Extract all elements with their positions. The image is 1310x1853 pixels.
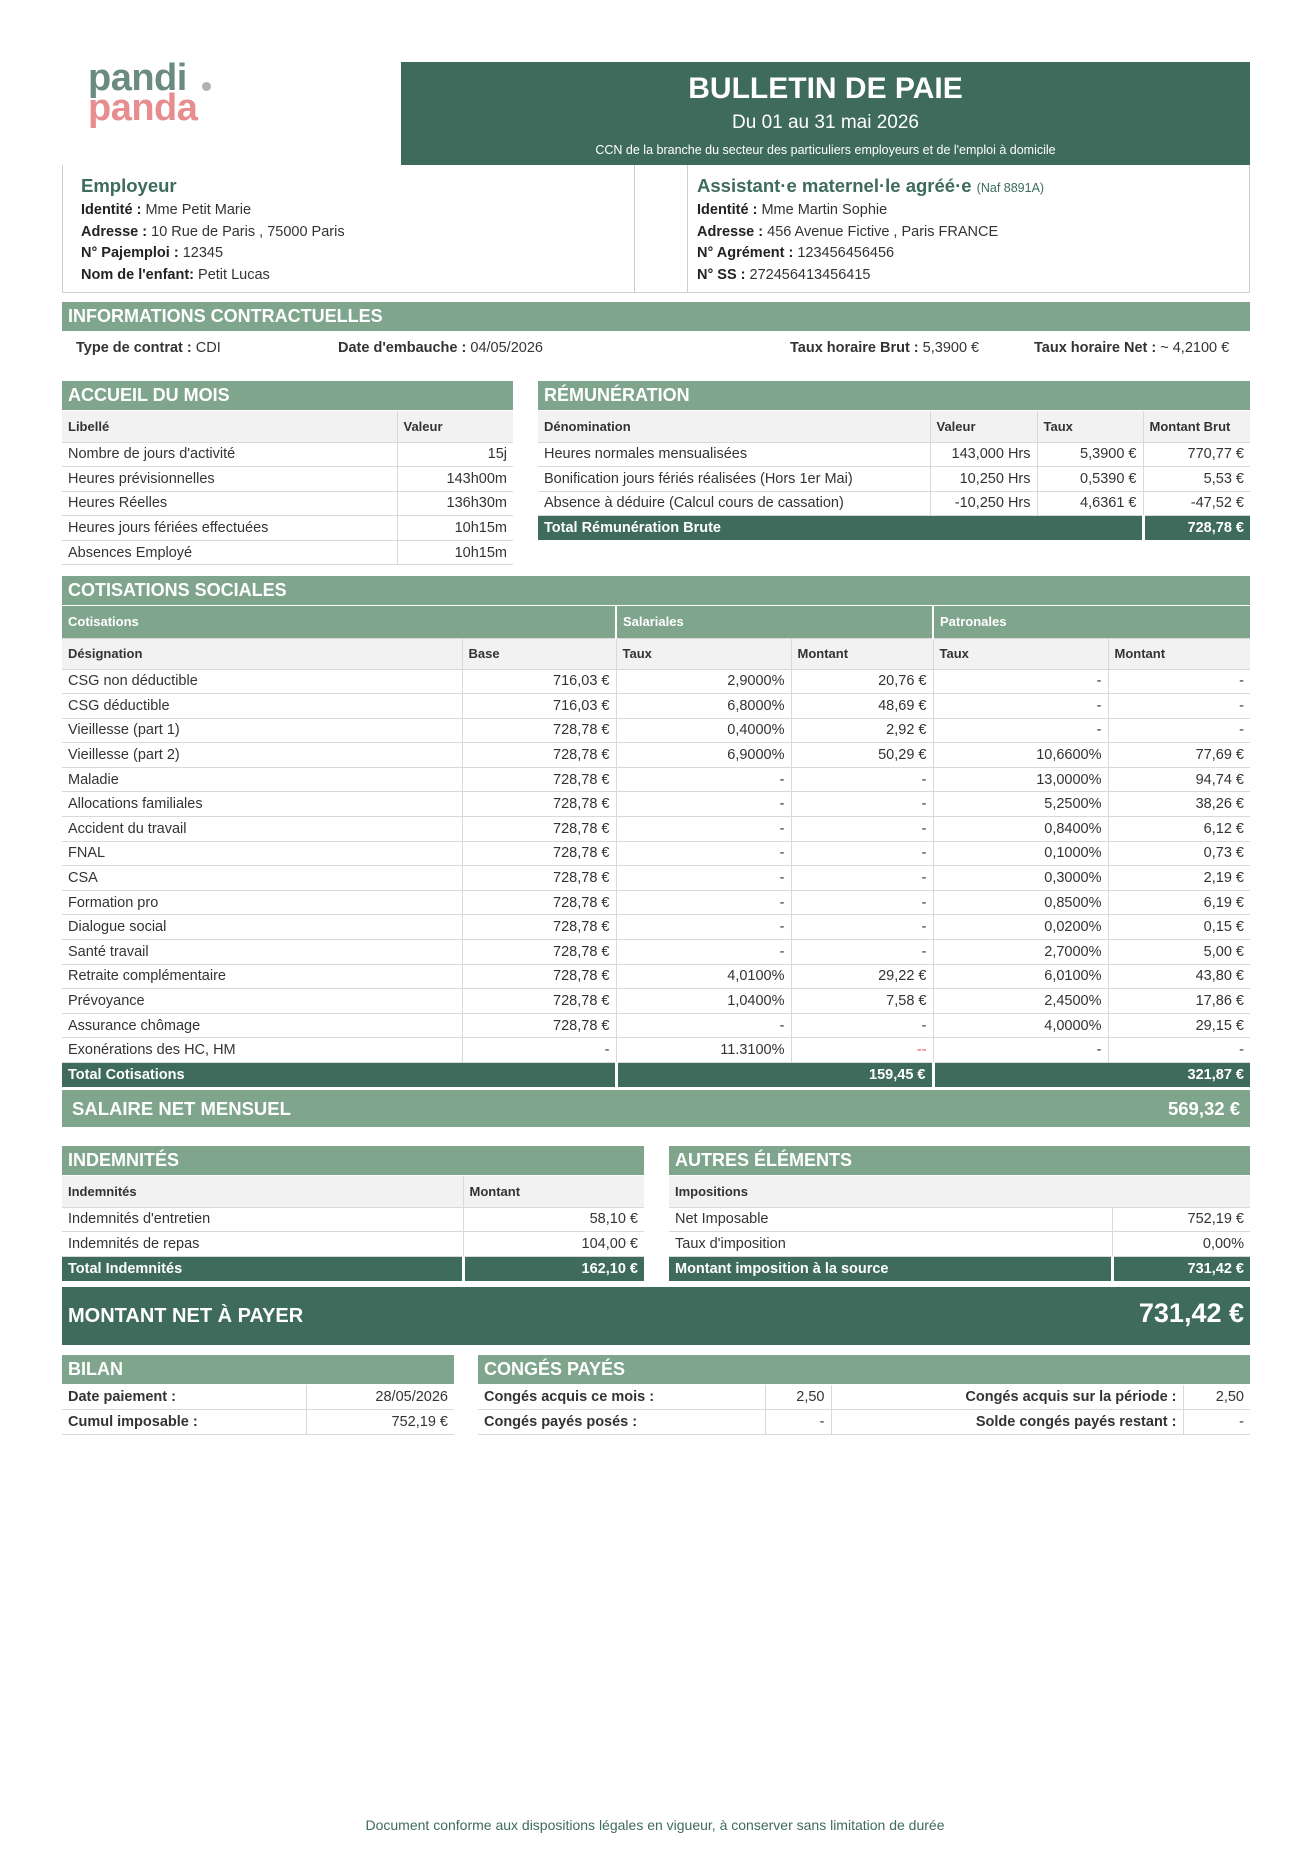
table-row (62, 890, 1250, 915)
table-row (62, 1207, 644, 1232)
logo-dot-icon (202, 82, 211, 91)
cotisation-cell: 0,1000% (933, 841, 1108, 866)
cotisation-cell: Exonérations des HC, HM (62, 1038, 462, 1063)
conges-label: Congés acquis sur la période : (831, 1385, 1183, 1410)
bilan-section-heading: BILAN (62, 1355, 454, 1384)
table-row (478, 1410, 1250, 1435)
cotisation-cell: - (791, 792, 933, 817)
cotisation-cell: 38,26 € (1108, 792, 1250, 817)
total-row (538, 516, 1250, 541)
remuneration-cell: 10,250 Hrs (930, 467, 1037, 492)
cotisation-cell: - (1108, 669, 1250, 694)
table-row (538, 442, 1250, 467)
cotisation-cell: - (616, 940, 791, 965)
parties-box (62, 165, 1250, 293)
employee-heading: Assistant·e maternel·le agréé·e (Naf 8891A) (697, 175, 1045, 196)
pay-period: Du 01 au 31 mai 2026 (732, 112, 919, 133)
accueil-valeur: 10h15m (397, 540, 513, 565)
cotisation-cell: 2,9000% (616, 669, 791, 694)
remuneration-col: Taux (1037, 411, 1143, 442)
cotisation-cell: - (462, 1038, 616, 1063)
total-cotisations-label: Total Cotisations (62, 1063, 616, 1088)
total-indemnites-value: 162,10 € (463, 1256, 644, 1281)
accueil-libelle: Nombre de jours d'activité (62, 442, 397, 467)
col-libelle: Libellé (62, 411, 397, 442)
table-row (478, 1385, 1250, 1410)
cotisation-cell: - (616, 915, 791, 940)
cotisation-cell: 29,22 € (791, 964, 933, 989)
cotisation-cell: - (616, 890, 791, 915)
table-row (538, 491, 1250, 516)
total-remuneration-value: 728,78 € (1143, 516, 1250, 541)
cotisation-cell: - (791, 767, 933, 792)
cotisation-cell: 77,69 € (1108, 743, 1250, 768)
cotisation-cell: Formation pro (62, 890, 462, 915)
indemnites-table (62, 1176, 644, 1281)
cotisation-cell: 20,76 € (791, 669, 933, 694)
net-to-pay-label: MONTANT NET À PAYER (68, 1305, 304, 1327)
cotisation-cell: 6,9000% (616, 743, 791, 768)
net-to-pay-bar (62, 1287, 1250, 1345)
bilan-label: Cumul imposable : (62, 1410, 306, 1435)
cotisation-cell: 728,78 € (462, 940, 616, 965)
remuneration-cell: 0,5390 € (1037, 467, 1143, 492)
cotisation-cell: 728,78 € (462, 792, 616, 817)
cotisation-cell: 0,0200% (933, 915, 1108, 940)
employee-identity: Identité : Mme Martin Sophie (697, 202, 888, 218)
cotisation-cell: - (791, 940, 933, 965)
naf-code: (Naf 8891A) (976, 181, 1045, 195)
cotisation-cell: -- (791, 1038, 933, 1063)
conges-value: - (765, 1410, 831, 1435)
accueil-libelle: Absences Employé (62, 540, 397, 565)
cotisation-cell: 716,03 € (462, 694, 616, 719)
col-indemnites: Indemnités (62, 1176, 463, 1207)
remuneration-col: Dénomination (538, 411, 930, 442)
cotisations-col: Taux (616, 638, 791, 669)
total-row (62, 1256, 644, 1281)
table-row (62, 964, 1250, 989)
indemnite-label: Indemnités de repas (62, 1232, 463, 1257)
imposition-value: 0,00% (1112, 1232, 1250, 1257)
hire-date: Date d'embauche : 04/05/2026 (338, 340, 543, 356)
imposition-label: Net Imposable (669, 1207, 1112, 1232)
col-montant: Montant (463, 1176, 644, 1207)
accueil-libelle: Heures jours fériées effectuées (62, 516, 397, 541)
autres-elements-table (669, 1176, 1250, 1281)
cotisation-cell: Santé travail (62, 940, 462, 965)
cotisation-cell: - (616, 792, 791, 817)
cotisation-cell: - (1108, 1038, 1250, 1063)
table-row (62, 915, 1250, 940)
employer-address: Adresse : 10 Rue de Paris , 75000 Paris (81, 223, 345, 240)
remuneration-table (538, 411, 1250, 540)
cotisations-col: Montant (791, 638, 933, 669)
employee-block (697, 175, 1044, 286)
conges-label: Solde congés payés restant : (831, 1410, 1183, 1435)
cotisation-cell: - (933, 669, 1108, 694)
cotisations-col: Montant (1108, 638, 1250, 669)
table-row (62, 1410, 454, 1435)
cotisation-cell: 13,0000% (933, 767, 1108, 792)
cotisation-cell: 5,00 € (1108, 940, 1250, 965)
logo-text-pandi: pandi (88, 57, 187, 99)
divider (687, 165, 688, 292)
cotisation-cell: 728,78 € (462, 1013, 616, 1038)
cotisation-cell: Allocations familiales (62, 792, 462, 817)
employee-address: Adresse : 456 Avenue Fictive , Paris FRANCE (697, 223, 999, 240)
table-row (62, 516, 513, 541)
table-row (62, 718, 1250, 743)
cotisation-cell: 728,78 € (462, 743, 616, 768)
conges-value: - (1183, 1410, 1250, 1435)
cotisation-cell: 728,78 € (462, 817, 616, 842)
conges-label: Congés acquis ce mois : (478, 1385, 765, 1410)
cotisation-cell: 2,7000% (933, 940, 1108, 965)
employer-block (81, 175, 345, 286)
imposition-label: Taux d'imposition (669, 1232, 1112, 1257)
cotisation-cell: 728,78 € (462, 989, 616, 1014)
contract-info-row (62, 335, 1250, 361)
table-row (669, 1207, 1250, 1232)
group-salariales: Salariales (616, 606, 933, 638)
divider (634, 165, 635, 292)
remuneration-cell: 5,53 € (1143, 467, 1250, 492)
cotisation-cell: 11.3100% (616, 1038, 791, 1063)
cotisation-cell: - (791, 915, 933, 940)
conges-section-heading: CONGÉS PAYÉS (478, 1355, 1250, 1384)
cotisation-cell: 6,8000% (616, 694, 791, 719)
table-row (62, 540, 513, 565)
accueil-libelle: Heures Réelles (62, 491, 397, 516)
indemnites-section-heading: INDEMNITÉS (62, 1146, 644, 1175)
cotisation-cell: 4,0100% (616, 964, 791, 989)
table-row (62, 767, 1250, 792)
remuneration-cell: Absence à déduire (Calcul cours de cassation) (538, 491, 930, 516)
cotisation-cell: - (933, 1038, 1108, 1063)
total-salariales-value: 159,45 € (616, 1063, 933, 1088)
remuneration-cell: -10,250 Hrs (930, 491, 1037, 516)
employer-heading: Employeur (81, 175, 177, 196)
cotisation-cell: 48,69 € (791, 694, 933, 719)
net-salary-bar (62, 1090, 1250, 1127)
cotisation-cell: 6,12 € (1108, 817, 1250, 842)
cotisation-cell: 6,0100% (933, 964, 1108, 989)
table-row (62, 1385, 454, 1410)
cotisation-cell: 728,78 € (462, 841, 616, 866)
remuneration-col: Montant Brut (1143, 411, 1250, 442)
remuneration-cell: 5,3900 € (1037, 442, 1143, 467)
remuneration-col: Valeur (930, 411, 1037, 442)
cotisation-cell: 4,0000% (933, 1013, 1108, 1038)
table-row (62, 467, 513, 492)
cotisation-cell: 0,15 € (1108, 915, 1250, 940)
legal-footer: Document conforme aux dispositions légales en vigueur, à conserver sans limitation de durée (365, 1817, 945, 1833)
table-row (669, 1232, 1250, 1257)
contract-type: Type de contrat : CDI (76, 340, 221, 356)
total-row (669, 1256, 1250, 1281)
cotisation-cell: Assurance chômage (62, 1013, 462, 1038)
cotisation-cell: 10,6600% (933, 743, 1108, 768)
cotisation-cell: Maladie (62, 767, 462, 792)
imposition-total-label: Montant imposition à la source (669, 1256, 1112, 1281)
cotisation-cell: 94,74 € (1108, 767, 1250, 792)
indemnite-montant: 104,00 € (463, 1232, 644, 1257)
net-to-pay-value: 731,42 € (1138, 1298, 1244, 1328)
cotisations-table (62, 606, 1250, 1087)
table-row (62, 694, 1250, 719)
table-row (62, 491, 513, 516)
table-row (62, 1013, 1250, 1038)
cotisation-cell: 728,78 € (462, 866, 616, 891)
contract-section-heading: INFORMATIONS CONTRACTUELLES (62, 302, 1250, 331)
remuneration-cell: Bonification jours fériés réalisées (Hors 1er Mai) (538, 467, 930, 492)
cotisations-col: Désignation (62, 638, 462, 669)
employer-identity: Identité : Mme Petit Marie (81, 202, 252, 218)
cotisation-cell: 43,80 € (1108, 964, 1250, 989)
cotisation-cell: 50,29 € (791, 743, 933, 768)
cotisation-cell: - (616, 841, 791, 866)
accueil-valeur: 15j (397, 442, 513, 467)
cotisation-cell: 728,78 € (462, 718, 616, 743)
cotisations-col: Taux (933, 638, 1108, 669)
cotisation-cell: CSG déductible (62, 694, 462, 719)
accueil-valeur: 10h15m (397, 516, 513, 541)
cotisation-cell: Prévoyance (62, 989, 462, 1014)
conges-value: 2,50 (1183, 1385, 1250, 1410)
table-row (62, 989, 1250, 1014)
imposition-total-value: 731,42 € (1112, 1256, 1250, 1281)
hourly-net-rate: Taux horaire Net : ~ 4,2100 € (1034, 340, 1230, 356)
accueil-valeur: 143h00m (397, 467, 513, 492)
imposition-value: 752,19 € (1112, 1207, 1250, 1232)
bilan-value: 752,19 € (306, 1410, 454, 1435)
logo-text-panda: panda (88, 87, 198, 129)
cotisation-cell: 728,78 € (462, 767, 616, 792)
indemnite-montant: 58,10 € (463, 1207, 644, 1232)
cotisation-cell: - (616, 817, 791, 842)
cotisation-cell: 6,19 € (1108, 890, 1250, 915)
employee-agrement: N° Agrément : 123456456456 (697, 245, 895, 261)
remuneration-section-heading: RÉMUNÉRATION (538, 381, 1250, 410)
remuneration-cell: 143,000 Hrs (930, 442, 1037, 467)
cotisation-cell: - (1108, 694, 1250, 719)
pandi-panda-logo (88, 57, 228, 130)
cotisation-cell: - (791, 841, 933, 866)
cotisation-cell: Vieillesse (part 2) (62, 743, 462, 768)
cotisation-cell: 5,2500% (933, 792, 1108, 817)
table-row (538, 467, 1250, 492)
cotisation-cell: CSG non déductible (62, 669, 462, 694)
total-remuneration-label: Total Rémunération Brute (538, 516, 1143, 541)
table-row (62, 1038, 1250, 1063)
cotisation-cell: - (791, 866, 933, 891)
cotisation-cell: - (933, 694, 1108, 719)
cotisation-cell: - (616, 866, 791, 891)
total-indemnites-label: Total Indemnités (62, 1256, 463, 1281)
cotisation-cell: - (616, 767, 791, 792)
net-salary-label: SALAIRE NET MENSUEL (72, 1098, 291, 1119)
table-row (62, 841, 1250, 866)
cotisation-cell: 2,92 € (791, 718, 933, 743)
cotisation-cell: 0,4000% (616, 718, 791, 743)
bilan-table (62, 1385, 454, 1435)
conges-table (478, 1385, 1250, 1435)
accueil-table (62, 411, 513, 565)
cotisations-section-heading: COTISATIONS SOCIALES (62, 576, 1250, 605)
accueil-valeur: 136h30m (397, 491, 513, 516)
table-row (62, 792, 1250, 817)
cotisation-cell: Vieillesse (part 1) (62, 718, 462, 743)
cotisation-cell: - (933, 718, 1108, 743)
cotisation-cell: Accident du travail (62, 817, 462, 842)
conges-value: 2,50 (765, 1385, 831, 1410)
employee-ss: N° SS : 272456413456415 (697, 266, 871, 283)
remuneration-cell: -47,52 € (1143, 491, 1250, 516)
cotisation-cell: 29,15 € (1108, 1013, 1250, 1038)
cotisation-cell: 17,86 € (1108, 989, 1250, 1014)
table-row (62, 669, 1250, 694)
ccn-subtitle: CCN de la branche du secteur des particuliers employeurs et de l'emploi à domicile (595, 143, 1056, 157)
remuneration-cell: 4,6361 € (1037, 491, 1143, 516)
title-banner (401, 62, 1250, 165)
table-row (62, 1232, 644, 1257)
remuneration-cell: Heures normales mensualisées (538, 442, 930, 467)
autres-section-heading: AUTRES ÉLÉMENTS (669, 1146, 1250, 1175)
table-row (62, 866, 1250, 891)
document-title: BULLETIN DE PAIE (688, 72, 963, 105)
table-row (62, 940, 1250, 965)
group-cotisations: Cotisations (62, 606, 616, 638)
cotisation-cell: - (791, 890, 933, 915)
group-patronales: Patronales (933, 606, 1250, 638)
total-row (62, 1063, 1250, 1088)
employer-pajemploi: N° Pajemploi : 12345 (81, 245, 224, 261)
cotisation-cell: 2,4500% (933, 989, 1108, 1014)
cotisation-cell: 0,8400% (933, 817, 1108, 842)
remuneration-cell: 770,77 € (1143, 442, 1250, 467)
cotisation-cell: 728,78 € (462, 964, 616, 989)
accueil-libelle: Heures prévisionnelles (62, 467, 397, 492)
accueil-section-heading: ACCUEIL DU MOIS (62, 381, 513, 410)
hourly-gross-rate: Taux horaire Brut : 5,3900 € (790, 340, 980, 356)
conges-label: Congés payés posés : (478, 1410, 765, 1435)
cotisation-cell: 1,0400% (616, 989, 791, 1014)
cotisation-cell: 728,78 € (462, 890, 616, 915)
net-salary-value: 569,32 € (1167, 1098, 1240, 1119)
cotisation-cell: - (791, 817, 933, 842)
cotisation-cell: 2,19 € (1108, 866, 1250, 891)
cotisation-cell: 0,73 € (1108, 841, 1250, 866)
cotisation-cell: CSA (62, 866, 462, 891)
total-patronales-value: 321,87 € (933, 1063, 1250, 1088)
table-row (62, 442, 513, 467)
cotisation-cell: Dialogue social (62, 915, 462, 940)
col-valeur: Valeur (397, 411, 513, 442)
cotisation-cell: 716,03 € (462, 669, 616, 694)
cotisation-cell: 0,8500% (933, 890, 1108, 915)
cotisations-col: Base (462, 638, 616, 669)
employer-child: Nom de l'enfant: Petit Lucas (81, 266, 270, 283)
cotisation-cell: - (791, 1013, 933, 1038)
cotisation-cell: - (1108, 718, 1250, 743)
cotisation-cell: 728,78 € (462, 915, 616, 940)
bilan-value: 28/05/2026 (306, 1385, 454, 1410)
table-row (62, 743, 1250, 768)
bilan-label: Date paiement : (62, 1385, 306, 1410)
indemnite-label: Indemnités d'entretien (62, 1207, 463, 1232)
cotisation-cell: - (616, 1013, 791, 1038)
cotisation-cell: Retraite complémentaire (62, 964, 462, 989)
cotisation-cell: FNAL (62, 841, 462, 866)
table-row (62, 817, 1250, 842)
col-impositions: Impositions (669, 1176, 1250, 1207)
cotisation-cell: 0,3000% (933, 866, 1108, 891)
cotisation-cell: 7,58 € (791, 989, 933, 1014)
